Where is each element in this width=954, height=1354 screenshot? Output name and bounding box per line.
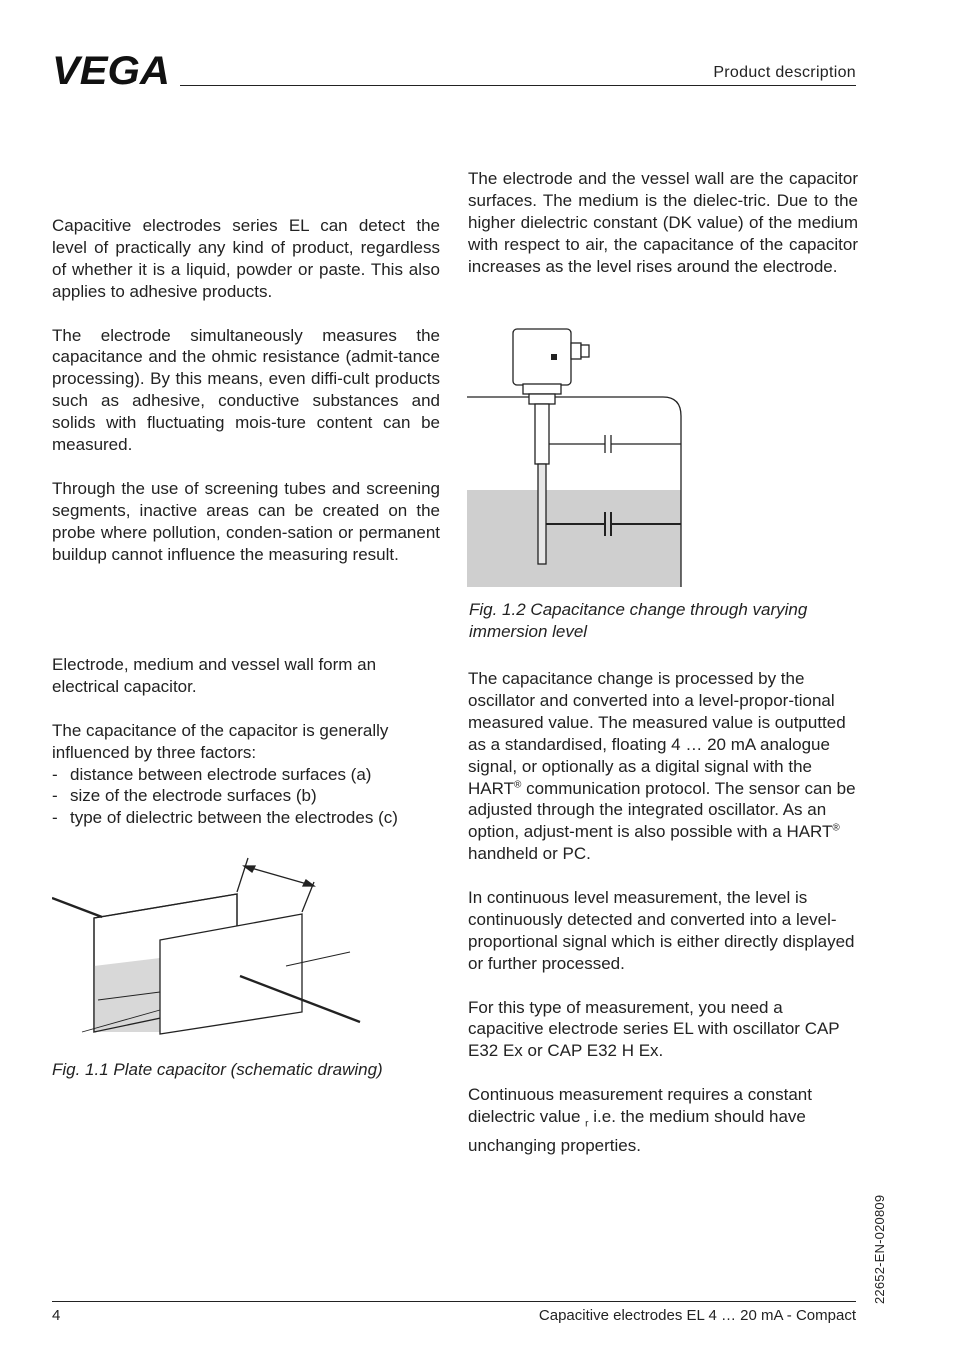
left-column-intro — [52, 215, 440, 587]
paragraph: The electrode simultaneously measures the capacitance and the ohmic resistance (admit-tance processing). By this means, even diffi-cult products such as adhesive, conductive substances and solids with fluctuating mois-ture content can be measured. — [52, 325, 440, 455]
list-item: - type of dielectric between the electrodes (c) — [52, 807, 440, 829]
document-code: 22652-EN-020809 — [872, 1194, 887, 1304]
svg-text:VEGA: VEGA — [52, 52, 170, 86]
header-rule — [180, 85, 856, 86]
document-title: Capacitive electrodes EL 4 … 20 mA - Compact — [538, 1307, 856, 1324]
section-title: Product description — [713, 64, 856, 81]
page-number: 4 — [52, 1307, 61, 1324]
vega-logo — [52, 52, 172, 86]
paragraph: Capacitive electrodes series EL can detect the level of practically any kind of product, regardless of whether it is a liquid, powder or paste. This also applies to adhesive products. — [52, 216, 440, 301]
paragraph: The capacitance of the capacitor is generally influenced by three factors: — [52, 720, 389, 762]
left-column-function — [52, 654, 440, 829]
paragraph: Electrode, medium and vessel wall form an electrical capacitor. — [52, 655, 377, 696]
right-column-processing — [468, 668, 858, 1179]
paragraph: Through the use of screening tubes and screening segments, inactive areas can be created on the probe where pollution, conden-sation or permanent buildup cannot influence the measuring result. — [52, 478, 440, 564]
right-column-intro — [468, 168, 858, 299]
plate-capacitor-figure — [52, 852, 372, 1042]
factor-list — [52, 764, 440, 830]
capacitance-change-figure — [467, 324, 687, 588]
label-icon — [551, 354, 557, 360]
list-item: - size of the electrode surfaces (b) — [52, 785, 440, 807]
list-item: - distance between electrode surfaces (a) — [52, 764, 440, 786]
paragraph: The electrode and the vessel wall are the capacitor surfaces. The medium is the dielec-tric. Due to the higher dielectric constant (DK value) of the medium with respect to air, the capacitance of the capacitor increases as the level rises around the electrode. — [468, 169, 858, 276]
paragraph: In continuous level measurement, the level is continuously detected and converted into a level-proportional signal which is either directly displayed or further processed. — [468, 888, 855, 973]
paragraph: The capacitance change is processed by the oscillator and converted into a level-propor-tional measured value. The measured value is outputted as a standardised, floating 4 … 20 mA analogue signal, or optionally as a digital signal with the HART® communication protocol. The sensor can be adjusted through the integrated oscillator. As an option, adjust-ment is also possible with a HART® handheld or PC. — [468, 669, 856, 864]
figure-1-1-caption: Fig. 1.1 Plate capacitor (schematic drawing) — [52, 1060, 383, 1079]
paragraph: Continuous measurement requires a constant dielectric value $_r$ i.e. the medium should have unchanging properties. — [468, 1085, 812, 1156]
footer-rule — [52, 1301, 856, 1302]
figure-1-2-caption: Fig. 1.2 Capacitance change through varying immersion level — [469, 600, 808, 641]
paragraph: For this type of measurement, you need a capacitive electrode series EL with oscillator CAP E32 Ex or CAP E32 H Ex. — [468, 997, 840, 1061]
